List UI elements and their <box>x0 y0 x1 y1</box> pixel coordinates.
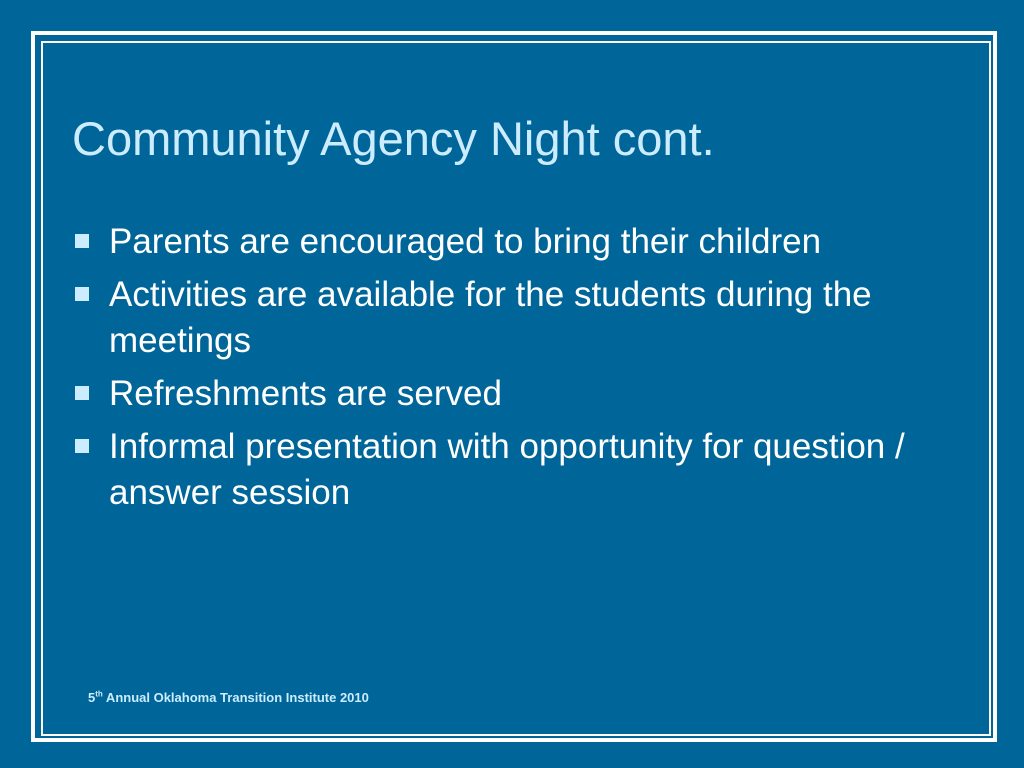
bullet-item <box>72 272 922 364</box>
square-bullet-icon <box>75 439 89 453</box>
square-bullet-icon <box>75 234 89 248</box>
bullet-item <box>72 371 922 417</box>
square-bullet-icon <box>75 287 89 301</box>
bullet-item <box>72 424 922 516</box>
footer-text: Annual Oklahoma Transition Institute 2010 <box>102 690 369 705</box>
bullet-text: Refreshments are served <box>109 374 502 413</box>
slide-title: Community Agency Night cont. <box>72 112 715 165</box>
slide-footer <box>88 690 369 705</box>
bullet-item <box>72 219 922 265</box>
bullet-list <box>72 219 922 523</box>
bullet-text: Parents are encouraged to bring their children <box>109 222 822 261</box>
footer-ordinal-suffix: th <box>95 689 103 699</box>
footer-ordinal-number: 5 <box>88 690 96 705</box>
bullet-text: Activities are available for the students during the meetings <box>109 275 872 360</box>
square-bullet-icon <box>75 386 89 400</box>
bullet-text: Informal presentation with opportunity for question / answer session <box>109 427 905 512</box>
